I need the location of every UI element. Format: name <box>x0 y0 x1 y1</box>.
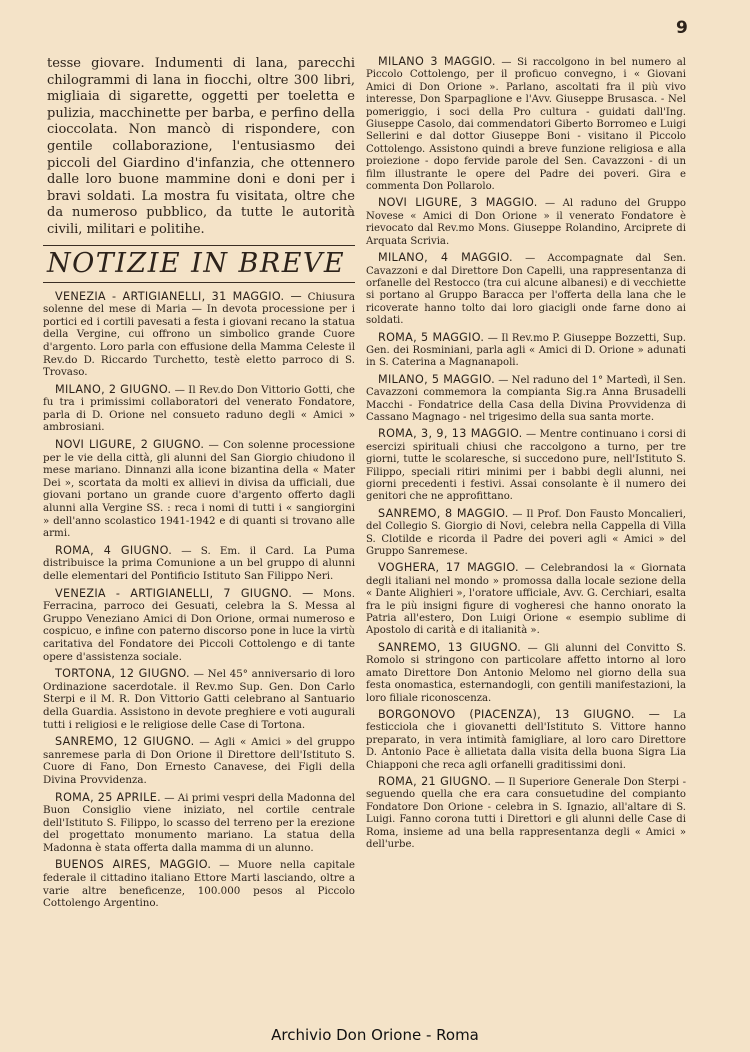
news-item-text: — Il Superiore Generale Don Sterpi - seguendo quella che era cara consuetudine del compianto Fondatore Don Orione - celebra in S. Ignazio, all'altare di S. Luigi. Fanno corona tutti i Direttori e gli alunni delle Case di Roma, insieme ad una bella rappresentanza degli « Amici » dell'urbe. <box>366 776 686 850</box>
news-item-head: ROMA, 3, 9, 13 MAGGIO. <box>378 427 523 441</box>
news-item-text: — Celebrandosi la « Giornata degli italiani nel mondo » promossa dalla locale sezione della « Dante Alighieri », l'oratore ufficiale, Avv. G. Cerchiari, esalta fra le più insigni figure di vogheresi che hanno onorato la Patria all'estero, Don Luigi Orione « esempio sublime di Apostolo di carità e di italianità ». <box>366 563 686 637</box>
archive-footer: Archivio Don Orione - Roma <box>271 1026 479 1044</box>
news-item <box>366 56 686 193</box>
news-item-head: ROMA, 25 APRILE. <box>55 790 161 804</box>
section-title: NOTIZIE IN BREVE <box>43 245 355 283</box>
news-item-text: — Gli alunni del Convitto S. Romolo si stringono con particolare affetto intorno al loro amato Direttore Don Antonio Melomo nel giorno della sua festa onomastica, esternandogli, con gentili manifestazioni, la loro filiale riconoscenza. <box>366 642 686 704</box>
right-column <box>366 56 686 855</box>
news-item-head: ROMA, 5 MAGGIO. <box>378 330 485 344</box>
news-item-text: — Muore nella capitale federale il cittadino italiano Ettore Marti lasciando, oltre a varie altre beneficenze, 100.000 pesos al Piccolo Cottolengo Argentino. <box>43 859 355 910</box>
news-item-text: — Mentre continuano i corsi di esercizi spirituali chiusi che raccolgono a turno, per tre giorni, tutte le scolaresche, si succedono pure, nell'Istituto S. Filippo, speciali ritiri minimi per i babbi degli alunni, nei giorni precedenti i festivi. Assai consolante è il numero dei genitori che ne approfittano. <box>366 429 686 503</box>
news-item-head: MILANO 3 MAGGIO. <box>378 55 496 68</box>
news-item <box>43 545 355 583</box>
news-item-text: — Agli « Amici » del gruppo sanremese parla di Don Orione il Direttore dell'Istituto S. Cuore di Fano, Don Ernesto Canavese, dei Figli della Divina Provvidenza. <box>43 736 356 786</box>
news-item-head: MILANO, 4 MAGGIO. <box>378 251 513 265</box>
news-item <box>43 384 355 434</box>
news-item-text: — Si raccolgono in bel numero al Piccolo Cottolengo, per il proficuo convegno, i « Giovani Amici di Don Orione ». Parlano, ascoltati fra il più vivo interesse, Don Sparpaglione e l'Avv. Giuseppe Brusasca. - Nel pomeriggio, i soci della Pro cultura - guidati dall'Ing. Giuseppe Casolo, dai commendatori Giberto Borromeo e Luigi Sellerini e dal dottor Giuseppe Boni - visitano il Piccolo Cottolengo. Assistono quindi a breve funzione religiosa e alla proiezione - dopo fervide parole del Sen. Cavazzoni - di un film illustrante le opere del Padre dei poveri. Gira e commenta Don Pollarolo. <box>366 57 686 193</box>
news-item-text: — Accompagnate dal Sen. Cavazzoni e dal Direttore Don Capelli, una rappresentanza di orfanelle del Restocco (tra cui alcune albanesi) e di vecchiette si portano al Gruppo Baracca per l'offerta della lana che le ricoverate hanno tolto dai loro giacigli onde farne dono ai soldati. <box>366 253 686 327</box>
news-item-head: SANREMO, 8 MAGGIO. <box>378 506 509 520</box>
news-item <box>43 439 355 540</box>
news-item <box>43 792 355 855</box>
news-item-text: La festicciola che i giovanetti dell'Istituto S. Vittore hanno preparato, in vera intimità famigliare, al loro caro Direttore D. Antonio Pace è allietata dalla visita della buona Sigra Lia Chiapponi che reca agli orfanelli graditissimi doni. <box>366 709 686 771</box>
news-item-head: VENEZIA - ARTIGIANELLI, 7 GIUGNO. — <box>55 586 314 600</box>
news-item-head: VOGHERA, 17 MAGGIO. <box>378 561 519 575</box>
left-column <box>43 56 355 915</box>
news-item-text: — Il Rev.do Don Vittorio Gotti, che fu tra i primissimi collaboratori del venerato Fondatore, parla di D. Orione nel consueto raduno degli « Amici » ambrosiani. <box>43 383 355 434</box>
news-item <box>366 197 686 248</box>
news-item-head: NOVI LIGURE, 2 GIUGNO. <box>55 438 205 452</box>
news-item-head: ROMA, 21 GIUGNO. <box>378 774 492 788</box>
news-item-text: Mons. Ferracina, parroco dei Gesuati, celebra la S. Messa al Gruppo Veneziano Amici di Don Orione, ormai numeroso e cospicuo, e infine con paterno discorso pone in luce la virtù caritativa del Fondatore dei Piccoli Cottolengo e di tante opere d'assistenza sociale. <box>43 587 355 663</box>
news-item <box>43 736 355 786</box>
news-item <box>366 428 686 503</box>
news-item-head: SANREMO, 12 GIUGNO. <box>55 735 195 749</box>
news-item <box>366 508 686 559</box>
news-item <box>43 668 355 731</box>
news-item-head: NOVI LIGURE, 3 MAGGIO. <box>378 196 538 210</box>
news-item <box>366 252 686 327</box>
news-item-head: BUENOS AIRES, MAGGIO. <box>55 858 212 872</box>
news-item-text: — Nel raduno del 1° Martedì, il Sen. Cavazzoni commemora la compianta Sig.ra Anna Brusadelli Macchi - Fondatrice della Casa della Divina Provvidenza di Cassano Magnago - nel trigesimo della sua santa morte. <box>366 374 686 423</box>
intro-paragraph: tesse giovare. Indumenti di lana, parecchi chilogrammi di lana in fiocchi, oltre 300 libri, migliaia di sigarette, oggetti per toeletta e pulizia, macchinette per barba, e perfino della cioccolata. Non mancò di rispondere, con gentile collaborazione, l'entusiasmo dei piccoli del Giardino d'infanzia, che ottennero dalle loro buone mammine doni e doni per i bravi soldati. La mostra fu visitata, oltre che da numeroso pubblico, da tutte le autorità civili, militari e politihe. <box>47 56 355 237</box>
news-item-head: TORTONA, 12 GIUGNO. <box>55 667 190 681</box>
news-item-text: — Il Prof. Don Fausto Moncalieri, del Collegio S. Giorgio di Novi, celebra nella Cappella di Villa S. Clotilde e ricorda il Padre dei poveri agli « Amici » del Gruppo Sanremese. <box>366 508 686 558</box>
news-item-text: — Al raduno del Gruppo Novese « Amici di Don Orione » il venerato Fondatore è rievocato dal Rev.mo Mons. Giuseppe Rolandino, Arciprete di Arquata Scrivia. <box>366 198 686 247</box>
news-item <box>366 642 686 705</box>
news-item-text: — Con solenne processione per le vie della città, gli alunni del San Giorgio chiudono il mese mariano. Dinnanzi alla icone bizantina della « Mater Dei », scortata da molti ex allievi in divisa da ufficiali, due giovani portano un grande cuore d'argento offerto dagli alunni alla Vergine SS. : reca i nomi di tutti i « sangiorgini » dell'anno scolastico 1941-1942 e di quanti si trovano alle armi. <box>43 439 355 540</box>
news-item-head: BORGONOVO (PIACENZA), 13 GIUGNO. — <box>378 707 661 721</box>
news-item-text: — S. Em. il Card. La Puma distribuisce la prima Comunione a un bel gruppo di alunni delle elementari del Pontificio Istituto San Filippo Neri. <box>43 544 355 582</box>
news-item-text: Chiusura solenne del mese di Maria — In devota processione per i portici ed i cortili pavesati a festa i giovani recano la statua della Vergine, cui offrono un simbolico grande Cuore d'argento. Loro parla con effusione della Mamma Celeste il Rev.do D. Riccardo Turchetto, testè eletto parroco di S. Trovaso. <box>43 290 355 379</box>
news-item-head: VENEZIA - ARTIGIANELLI, 31 MAGGIO. — <box>55 289 303 303</box>
news-item-head: MILANO, 2 GIUGNO. <box>55 382 172 396</box>
news-item-head: MILANO, 5 MAGGIO. <box>378 372 495 386</box>
left-news-list <box>43 291 355 910</box>
news-item <box>366 374 686 425</box>
news-item <box>366 332 686 370</box>
news-item-text: — Ai primi vespri della Madonna del Buon Consiglio viene iniziato, nel cortile centrale dell'Istituto S. Filippo, lo scasso del terreno per la erezione del progettato monumento mariano. La statua della Madonna è stata offerta dalla mamma di un alunno. <box>43 791 355 854</box>
news-item <box>366 709 686 772</box>
news-item <box>43 291 355 379</box>
news-item-text: — Nel 45° anniversario di loro Ordinazione sacerdotale. il Rev.mo Sup. Gen. Don Carlo Sterpi e il M. R. Don Vittorio Gatti celebrano al Santuario della Guardia. Assistono in devote preghiere e voti augurali tutti i religiosi e le religiose delle Case di Tortona. <box>43 668 355 731</box>
news-item-head: SANREMO, 13 GIUGNO. <box>378 640 522 654</box>
page-number: 9 <box>676 18 688 38</box>
news-item-text: — Il Rev.mo P. Giuseppe Bozzetti, Sup. Gen. dei Rosminiani, parla agli « Amici di D. Orione » adunati in S. Caterina a Magnanapoli. <box>366 332 687 369</box>
news-item <box>43 859 355 909</box>
news-item <box>366 776 686 851</box>
news-item <box>43 588 355 664</box>
news-item <box>366 562 686 637</box>
news-item-head: ROMA, 4 GIUGNO. <box>55 543 173 557</box>
